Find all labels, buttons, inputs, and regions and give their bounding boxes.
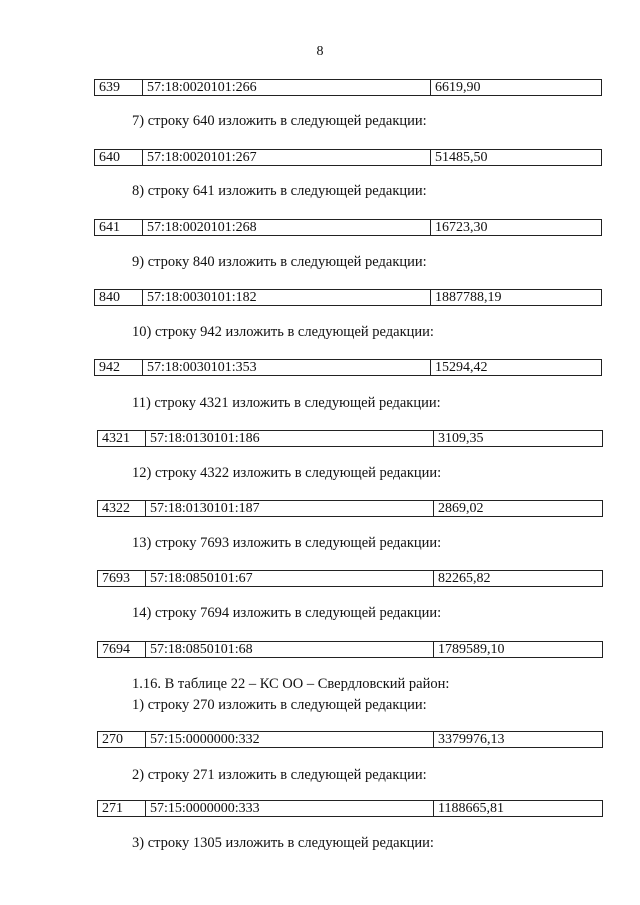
- value: 1188665,81: [438, 801, 504, 816]
- table-row: [97, 641, 603, 658]
- table-row: [97, 800, 603, 817]
- page-number: 8: [316, 44, 324, 59]
- table-row: [94, 149, 602, 166]
- table-row: [97, 430, 603, 447]
- value: 3109,35: [438, 431, 484, 446]
- row-number: 641: [95, 220, 143, 235]
- row-number: 271: [98, 801, 146, 816]
- value: 51485,50: [435, 150, 488, 165]
- table-row: [97, 500, 603, 517]
- cadastral-number: 57:18:0850101:67: [146, 571, 434, 586]
- amendment-paragraph: 7) строку 640 изложить в следующей редакции:: [132, 113, 427, 129]
- value: 15294,42: [435, 360, 488, 375]
- value: 82265,82: [438, 571, 491, 586]
- amendment-paragraph: 10) строку 942 изложить в следующей редакции:: [132, 324, 434, 340]
- amendment-paragraph: 14) строку 7694 изложить в следующей редакции:: [132, 605, 442, 621]
- table-row: [97, 570, 603, 587]
- cadastral-number: 57:15:0000000:332: [146, 732, 434, 747]
- value: 1887788,19: [435, 290, 502, 305]
- row-number: 7693: [98, 571, 146, 586]
- section-heading: 1.16. В таблице 22 – КС ОО – Свердловский район:: [132, 676, 450, 692]
- row-number: 270: [98, 732, 146, 747]
- row-number: 942: [95, 360, 143, 375]
- cadastral-number: 57:18:0130101:187: [146, 501, 434, 516]
- table-row: [94, 359, 602, 376]
- value: 6619,90: [435, 80, 481, 95]
- value: 3379976,13: [438, 732, 505, 747]
- cadastral-number: 57:18:0850101:68: [146, 642, 434, 657]
- cadastral-number: 57:18:0130101:186: [146, 431, 434, 446]
- amendment-paragraph: 9) строку 840 изложить в следующей редакции:: [132, 254, 427, 270]
- amendment-paragraph: 12) строку 4322 изложить в следующей редакции:: [132, 465, 442, 481]
- cadastral-number: 57:18:0020101:268: [143, 220, 431, 235]
- table-row: [97, 731, 603, 748]
- amendment-paragraph: 2) строку 271 изложить в следующей редакции:: [132, 767, 427, 783]
- amendment-paragraph: 1) строку 270 изложить в следующей редакции:: [132, 697, 427, 713]
- row-number: 840: [95, 290, 143, 305]
- row-number: 4322: [98, 501, 146, 516]
- row-number: 7694: [98, 642, 146, 657]
- value: 16723,30: [435, 220, 488, 235]
- amendment-paragraph: 8) строку 641 изложить в следующей редакции:: [132, 183, 427, 199]
- cadastral-number: 57:18:0030101:353: [143, 360, 431, 375]
- amendment-paragraph: 11) строку 4321 изложить в следующей редакции:: [132, 395, 441, 411]
- table-row: [94, 79, 602, 96]
- amendment-paragraph: 3) строку 1305 изложить в следующей редакции:: [132, 835, 434, 851]
- row-number: 639: [95, 80, 143, 95]
- table-row: [94, 219, 602, 236]
- row-number: 4321: [98, 431, 146, 446]
- cadastral-number: 57:18:0020101:267: [143, 150, 431, 165]
- amendment-paragraph: 13) строку 7693 изложить в следующей редакции:: [132, 535, 442, 551]
- value: 2869,02: [438, 501, 484, 516]
- table-row: [94, 289, 602, 306]
- cadastral-number: 57:18:0030101:182: [143, 290, 431, 305]
- row-number: 640: [95, 150, 143, 165]
- value: 1789589,10: [438, 642, 505, 657]
- cadastral-number: 57:18:0020101:266: [143, 80, 431, 95]
- cadastral-number: 57:15:0000000:333: [146, 801, 434, 816]
